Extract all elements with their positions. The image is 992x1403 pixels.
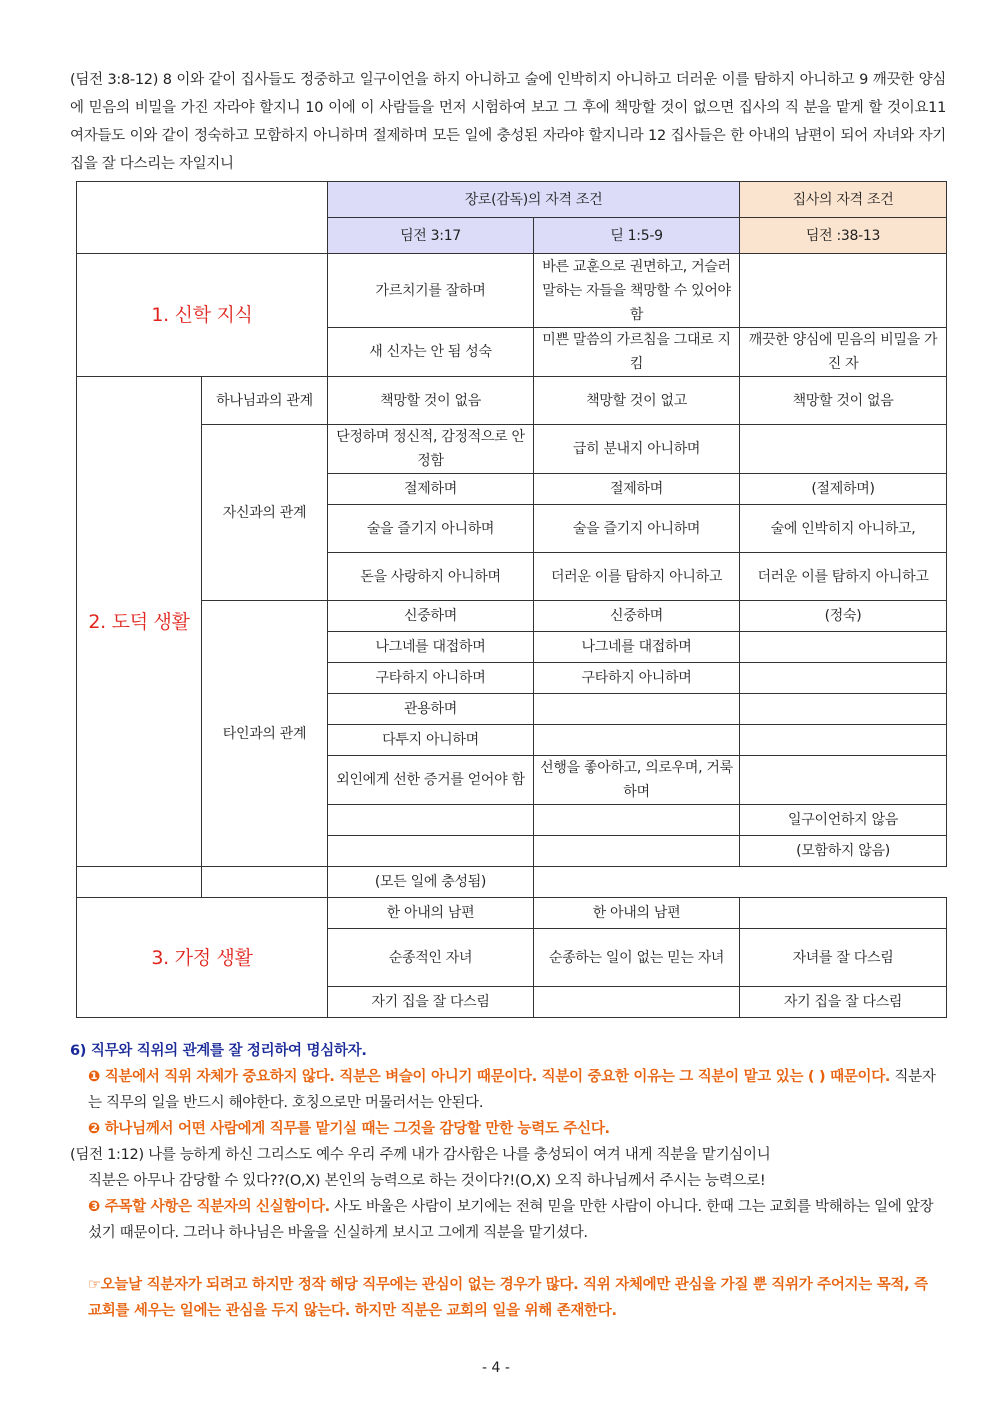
table-cell: 단정하며 정신적, 감정적으로 안정함 — [328, 425, 534, 474]
table-cell: 자녀를 잘 다스림 — [740, 929, 947, 987]
category-family: 3. 가정 생활 — [77, 898, 328, 1018]
note-3-emphasis: ❸ 주목할 사항은 직분자의 신실함이다. — [88, 1199, 330, 1215]
subcategory-self: 자신과의 관계 — [202, 425, 328, 601]
table-cell — [534, 987, 740, 1018]
table-cell: 가르치기를 잘하며 — [328, 254, 534, 328]
table-cell: (정숙) — [740, 601, 947, 632]
table-cell: 책망할 것이 없고 — [534, 377, 740, 425]
table-cell: 외인에게 선한 증거를 얻어야 함 — [328, 756, 534, 805]
notes-section — [70, 1038, 946, 1324]
scripture-1tim-1-12: (딤전 1:12) 나를 능하게 하신 그리스도 예수 우리 주께 내가 감사함은 나를 충성되이 여겨 내게 직분을 맡기심이니 — [70, 1147, 771, 1163]
table-cell — [740, 694, 947, 725]
table-cell: 일구이언하지 않음 — [740, 805, 947, 836]
table-cell: 절제하며 — [534, 474, 740, 505]
table-cell — [202, 867, 328, 898]
table-cell — [534, 836, 740, 867]
table-cell: 한 아내의 남편 — [328, 898, 534, 929]
table-cell: 구타하지 아니하며 — [534, 663, 740, 694]
note-3 — [70, 1194, 946, 1246]
col-header-titus: 딛 1:5-9 — [534, 218, 740, 254]
table-cell: 자기 집을 잘 다스림 — [328, 987, 534, 1018]
table-cell: 더러운 이를 탐하지 아니하고 — [740, 553, 947, 601]
table-cell: 절제하며 — [328, 474, 534, 505]
note-2: ❷ 하나님께서 어떤 사람에게 직무를 맡기실 때는 그것을 감당할 만한 능력도 주신다. — [88, 1121, 610, 1137]
note-3-text: 사도 바울은 사람이 보기에는 전혀 믿을 만한 사람이 아니다. 한때 그는 교회를 박해하는 일에 앞장섰기 때문이다. 그러나 하나님은 바울을 신실하게 보시고 그에게 직분을 맡기셨다. — [88, 1199, 934, 1241]
intro-scripture: (딤전 3:8-12) 8 이와 같이 집사들도 정중하고 일구이언을 하지 아니하고 술에 인박히지 아니하고 더러운 이를 탐하지 아니하고 9 깨끗한 양심에 믿음의 비밀을 가진 자라야 할지니 10 이에 이 사람들을 먼저 시험하여 보고 그 후에 책망할 것이 없으면 집사의 직 분을 맡게 할 것이요11 여자들도 이와 같이 정숙하고 모함하지 아니하며 절제하며 모든 일에 충성된 자라야 할지니라 12 집사들은 한 아내의 남편이 되어 자녀와 자기 집을 잘 다스리는 자일지니 — [70, 72, 946, 172]
category-theology: 1. 신학 지식 — [77, 254, 328, 377]
note-ox: 직분은 아무나 감당할 수 있다??(O,X) 본인의 능력으로 하는 것이다?!(O,X) 오직 하나님께서 주시는 능력으로! — [88, 1173, 766, 1189]
table-cell — [328, 805, 534, 836]
col-header-1tim: 딤전 3:17 — [328, 218, 534, 254]
subcategory-others: 타인과의 관계 — [202, 601, 328, 867]
table-cell — [328, 836, 534, 867]
table-cell: 나그네를 대접하며 — [534, 632, 740, 663]
table-cell: 새 신자는 안 됨 성숙 — [328, 328, 534, 377]
table-cell: 선행을 좋아하고, 의로우며, 거룩하며 — [534, 756, 740, 805]
subcategory-god: 하나님과의 관계 — [202, 377, 328, 425]
table-cell: 신중하며 — [328, 601, 534, 632]
note-1 — [70, 1064, 946, 1116]
table-cell — [534, 725, 740, 756]
table-cell: 다투지 아니하며 — [328, 725, 534, 756]
table-cell: 신중하며 — [534, 601, 740, 632]
table-cell — [740, 898, 947, 929]
table-cell — [740, 632, 947, 663]
table-cell: 순종하는 일이 없는 믿는 자녀 — [534, 929, 740, 987]
table-cell: (절제하며) — [740, 474, 947, 505]
table-cell: 책망할 것이 없음 — [740, 377, 947, 425]
table-cell: 순종적인 자녀 — [328, 929, 534, 987]
table-cell — [740, 725, 947, 756]
table-cell: 미쁜 말씀의 가르침을 그대로 지킴 — [534, 328, 740, 377]
note-1-text: 직분자는 직무의 일을 반드시 해야한다. 호칭으로만 머물러서는 안된다. — [88, 1069, 936, 1111]
table-cell: (모든 일에 충성됨) — [328, 867, 534, 898]
table-cell: 술을 즐기지 아니하며 — [328, 505, 534, 553]
table-cell — [740, 254, 947, 328]
table-cell: 더러운 이를 탐하지 아니하고 — [534, 553, 740, 601]
notes-heading: 6) 직무와 직위의 관계를 잘 정리하여 명심하자. — [70, 1043, 367, 1059]
qualifications-table — [76, 181, 947, 1018]
table-cell: 한 아내의 남편 — [534, 898, 740, 929]
col-header-deacon: 딤전 :38-13 — [740, 218, 947, 254]
table-cell: 자기 집을 잘 다스림 — [740, 987, 947, 1018]
note-pointer: ☞오늘날 직분자가 되려고 하지만 정작 해당 직무에는 관심이 없는 경우가 많다. 직위 자체에만 관심을 가질 뿐 직위가 주어지는 목적, 즉 교회를 세우는 일에는 관심을 두지 않는다. 하지만 직분은 교회의 일을 위해 존재한다. — [88, 1277, 928, 1319]
table-cell: 술을 즐기지 아니하며 — [534, 505, 740, 553]
table-cell — [534, 694, 740, 725]
table-cell: 관용하며 — [328, 694, 534, 725]
table-cell: 급히 분내지 아니하며 — [534, 425, 740, 474]
table-cell — [740, 756, 947, 805]
table-cell: (모함하지 않음) — [740, 836, 947, 867]
page-number: - 4 - — [482, 1360, 510, 1376]
note-1-emphasis: ❶ 직분에서 직위 자체가 중요하지 않다. 직분은 벼슬이 아니기 때문이다. 직분이 중요한 이유는 그 직분이 맡고 있는 ( ) 때문이다. — [88, 1069, 891, 1085]
table-cell — [534, 805, 740, 836]
table-cell: 돈을 사랑하지 아니하며 — [328, 553, 534, 601]
table-cell: 나그네를 대접하며 — [328, 632, 534, 663]
table-cell: 바른 교훈으로 권면하고, 거슬러 말하는 자들을 책망할 수 있어야 함 — [534, 254, 740, 328]
table-cell: 책망할 것이 없음 — [328, 377, 534, 425]
table-cell — [740, 663, 947, 694]
category-morality: 2. 도덕 생활 — [77, 377, 202, 867]
table-cell: 구타하지 아니하며 — [328, 663, 534, 694]
deacon-qualifications-header: 집사의 자격 조건 — [740, 182, 947, 218]
table-corner-cell — [77, 182, 328, 254]
elder-qualifications-header: 장로(감독)의 자격 조건 — [328, 182, 740, 218]
table-cell — [77, 867, 202, 898]
table-cell: 술에 인박히지 아니하고, — [740, 505, 947, 553]
table-cell — [740, 425, 947, 474]
table-cell: 깨끗한 양심에 믿음의 비밀을 가진 자 — [740, 328, 947, 377]
